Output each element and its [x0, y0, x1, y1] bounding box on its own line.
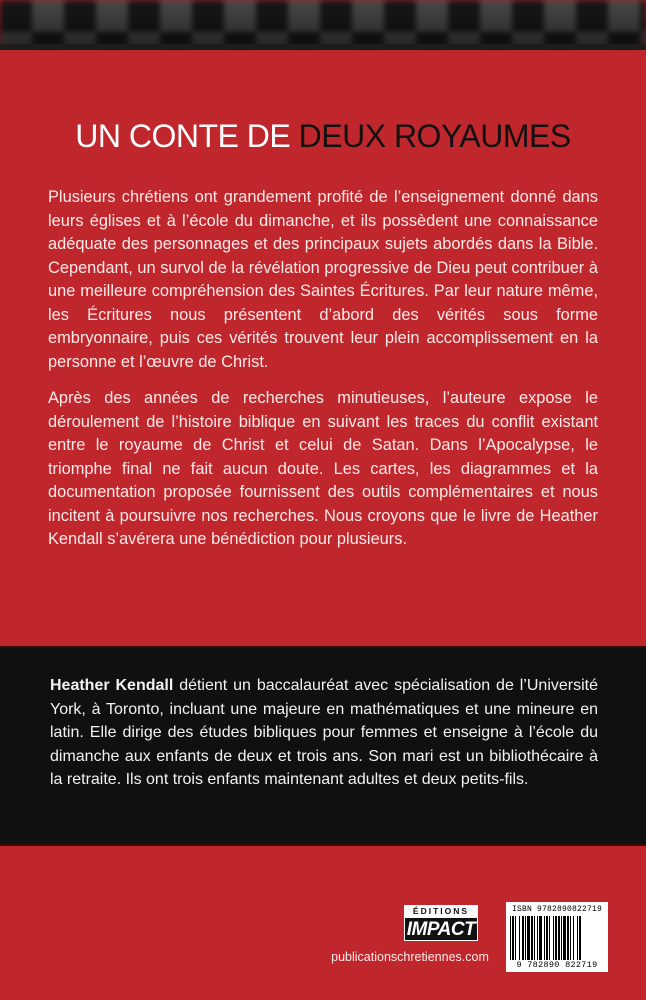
isbn-barcode	[506, 902, 608, 972]
author-bio-box	[0, 646, 646, 846]
synopsis-paragraph-1: Plusieurs chrétiens ont grandement profité de l’enseignement donné dans leurs églises et à l’école du dimanche, et ils possèdent une connaissance adéquate des personnages et des principaux sujets abordés dans la Bible. Cependant, un survol de la révélation progressive de Dieu peut contribuer à une meilleure compréhension des Saintes Écritures. Par leur nature même, les Écritures nous présentent d’abord des vérités sous forme embryonnaire, puis ces vérités trouvent leur plein accomplissement en la personne et l’œuvre de Christ.	[48, 188, 598, 371]
book-title	[0, 118, 646, 155]
book-title-part2: DEUX ROYAUMES	[298, 118, 571, 154]
author-bio	[50, 674, 598, 792]
publisher-logo-top: ÉDITIONS	[404, 905, 478, 917]
publisher-website: publicationschretiennes.com	[331, 950, 489, 964]
barcode-number: 9 782890 822719	[516, 960, 598, 970]
publisher-logo-bottom: IMPACT	[404, 917, 478, 941]
synopsis-paragraph-2: Après des années de recherches minutieuses, l’auteure expose le déroulement de l’histoire biblique en suivant les traces du conflit existant entre le royaume de Christ et celui de Satan. Dans l’Apocalypse, le triomphe final ne fait aucun doute. Les cartes, les diagrammes et la documentation proposée fournissent des outils complémentaires et nous incitent à poursuivre nos recherches. Nous croyons que le livre de Heather Kendall s’avérera une bénédiction pour plusieurs.	[48, 389, 598, 548]
synopsis	[48, 186, 598, 565]
isbn-label: ISBN 9782890822719	[511, 905, 602, 914]
author-bio-text: détient un baccalauréat avec spécialisation de l’Université York, à Toronto, incluant une majeure en mathématiques et une mineure en latin. Elle dirige des études bibliques pour femmes et enseigne à l’école du dimanche aux enfants de deux et trois ans. Son mari est un bibliothécaire à la retraite. Ils ont trois enfants maintenant adultes et deux petits-fils.	[50, 677, 598, 788]
book-title-part1: UN CONTE DE	[75, 118, 299, 154]
author-name: Heather Kendall	[50, 677, 174, 694]
top-divider	[0, 44, 646, 50]
checkered-shade	[0, 0, 646, 46]
barcode-bars	[510, 916, 604, 960]
publisher-logo	[404, 905, 478, 943]
